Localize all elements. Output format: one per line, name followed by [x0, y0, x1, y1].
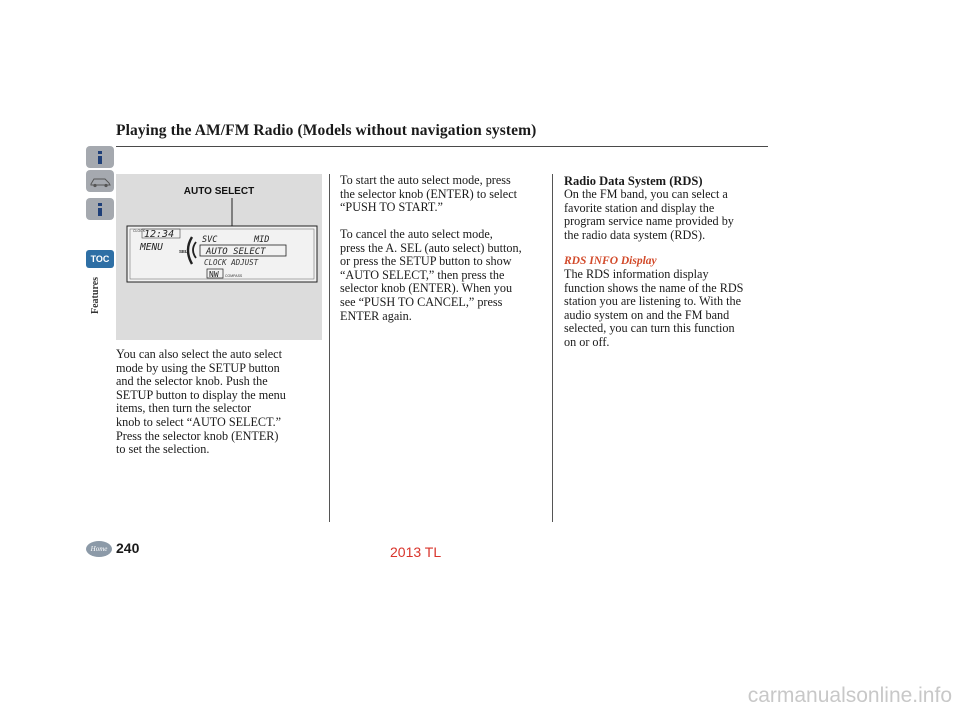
clock-adjust-text: CLOCK ADJUST — [204, 258, 259, 267]
sel-text: SEL — [179, 249, 188, 254]
info-tab-secondary[interactable] — [86, 198, 114, 220]
toc-tab[interactable]: TOC — [86, 250, 114, 268]
compass-text: NW — [209, 270, 219, 279]
info-tab[interactable] — [86, 146, 114, 168]
mid-text: MID — [254, 235, 270, 245]
home-icon[interactable]: Home — [86, 541, 112, 557]
menu-text: MENU — [140, 242, 163, 253]
auto-select-callout-label: AUTO SELECT — [183, 186, 255, 197]
rds-heading: Radio Data System (RDS) — [564, 174, 703, 188]
info-icon — [86, 146, 114, 168]
rds-info-display-heading: RDS INFO Display — [564, 255, 657, 267]
middle-column-para1: To start the auto select mode, press the selector knob (ENTER) to select “PUSH TO START.” — [340, 173, 517, 215]
watermark: carmanualsonline.info — [747, 684, 952, 707]
page-number: 240 — [116, 540, 140, 556]
right-column-para2: The RDS information display function shows the name of the RDS station you are listening to. With the audio system on and the FM band selected, you can turn this function on or off. — [564, 267, 744, 349]
svc-text: SVC — [202, 235, 218, 245]
title-divider — [116, 146, 768, 147]
clock-small-text: CLOCK — [133, 229, 146, 233]
column-divider-right — [552, 174, 553, 522]
footer-model-label: 2013 TL — [390, 544, 442, 560]
page-title: Playing the AM/FM Radio (Models without navigation system) — [116, 122, 537, 139]
radio-display-illustration — [116, 174, 322, 340]
compass-small-text: COMPASS — [225, 274, 243, 278]
right-column-para1: On the FM band, you can select a favorite station and display the program service name provided by the radio data system (RDS). — [564, 187, 734, 242]
section-side-label: Features — [90, 276, 101, 314]
left-column-text: You can also select the auto select mode by using the SETUP button and the selector knob. Push the SETUP button to display the menu items, then turn the selector knob to select “AUTO SELECT.” Press the selector knob (ENTER) to set the selection. — [116, 347, 286, 457]
clock-time-text: 12:34 — [144, 229, 175, 240]
car-icon — [86, 170, 114, 192]
info-icon — [86, 198, 114, 220]
column-divider-left — [329, 174, 330, 522]
auto-select-display-text: AUTO SELECT — [206, 247, 266, 257]
middle-column-para2: To cancel the auto select mode, press the A. SEL (auto select) button, or press the SETUP button to show “AUTO SELECT,” then press the selector knob (ENTER). When you see “PUSH TO CANCEL,” press ENTER again. — [340, 227, 522, 323]
radio-display-figure — [116, 174, 322, 340]
vehicle-tab[interactable] — [86, 170, 114, 192]
